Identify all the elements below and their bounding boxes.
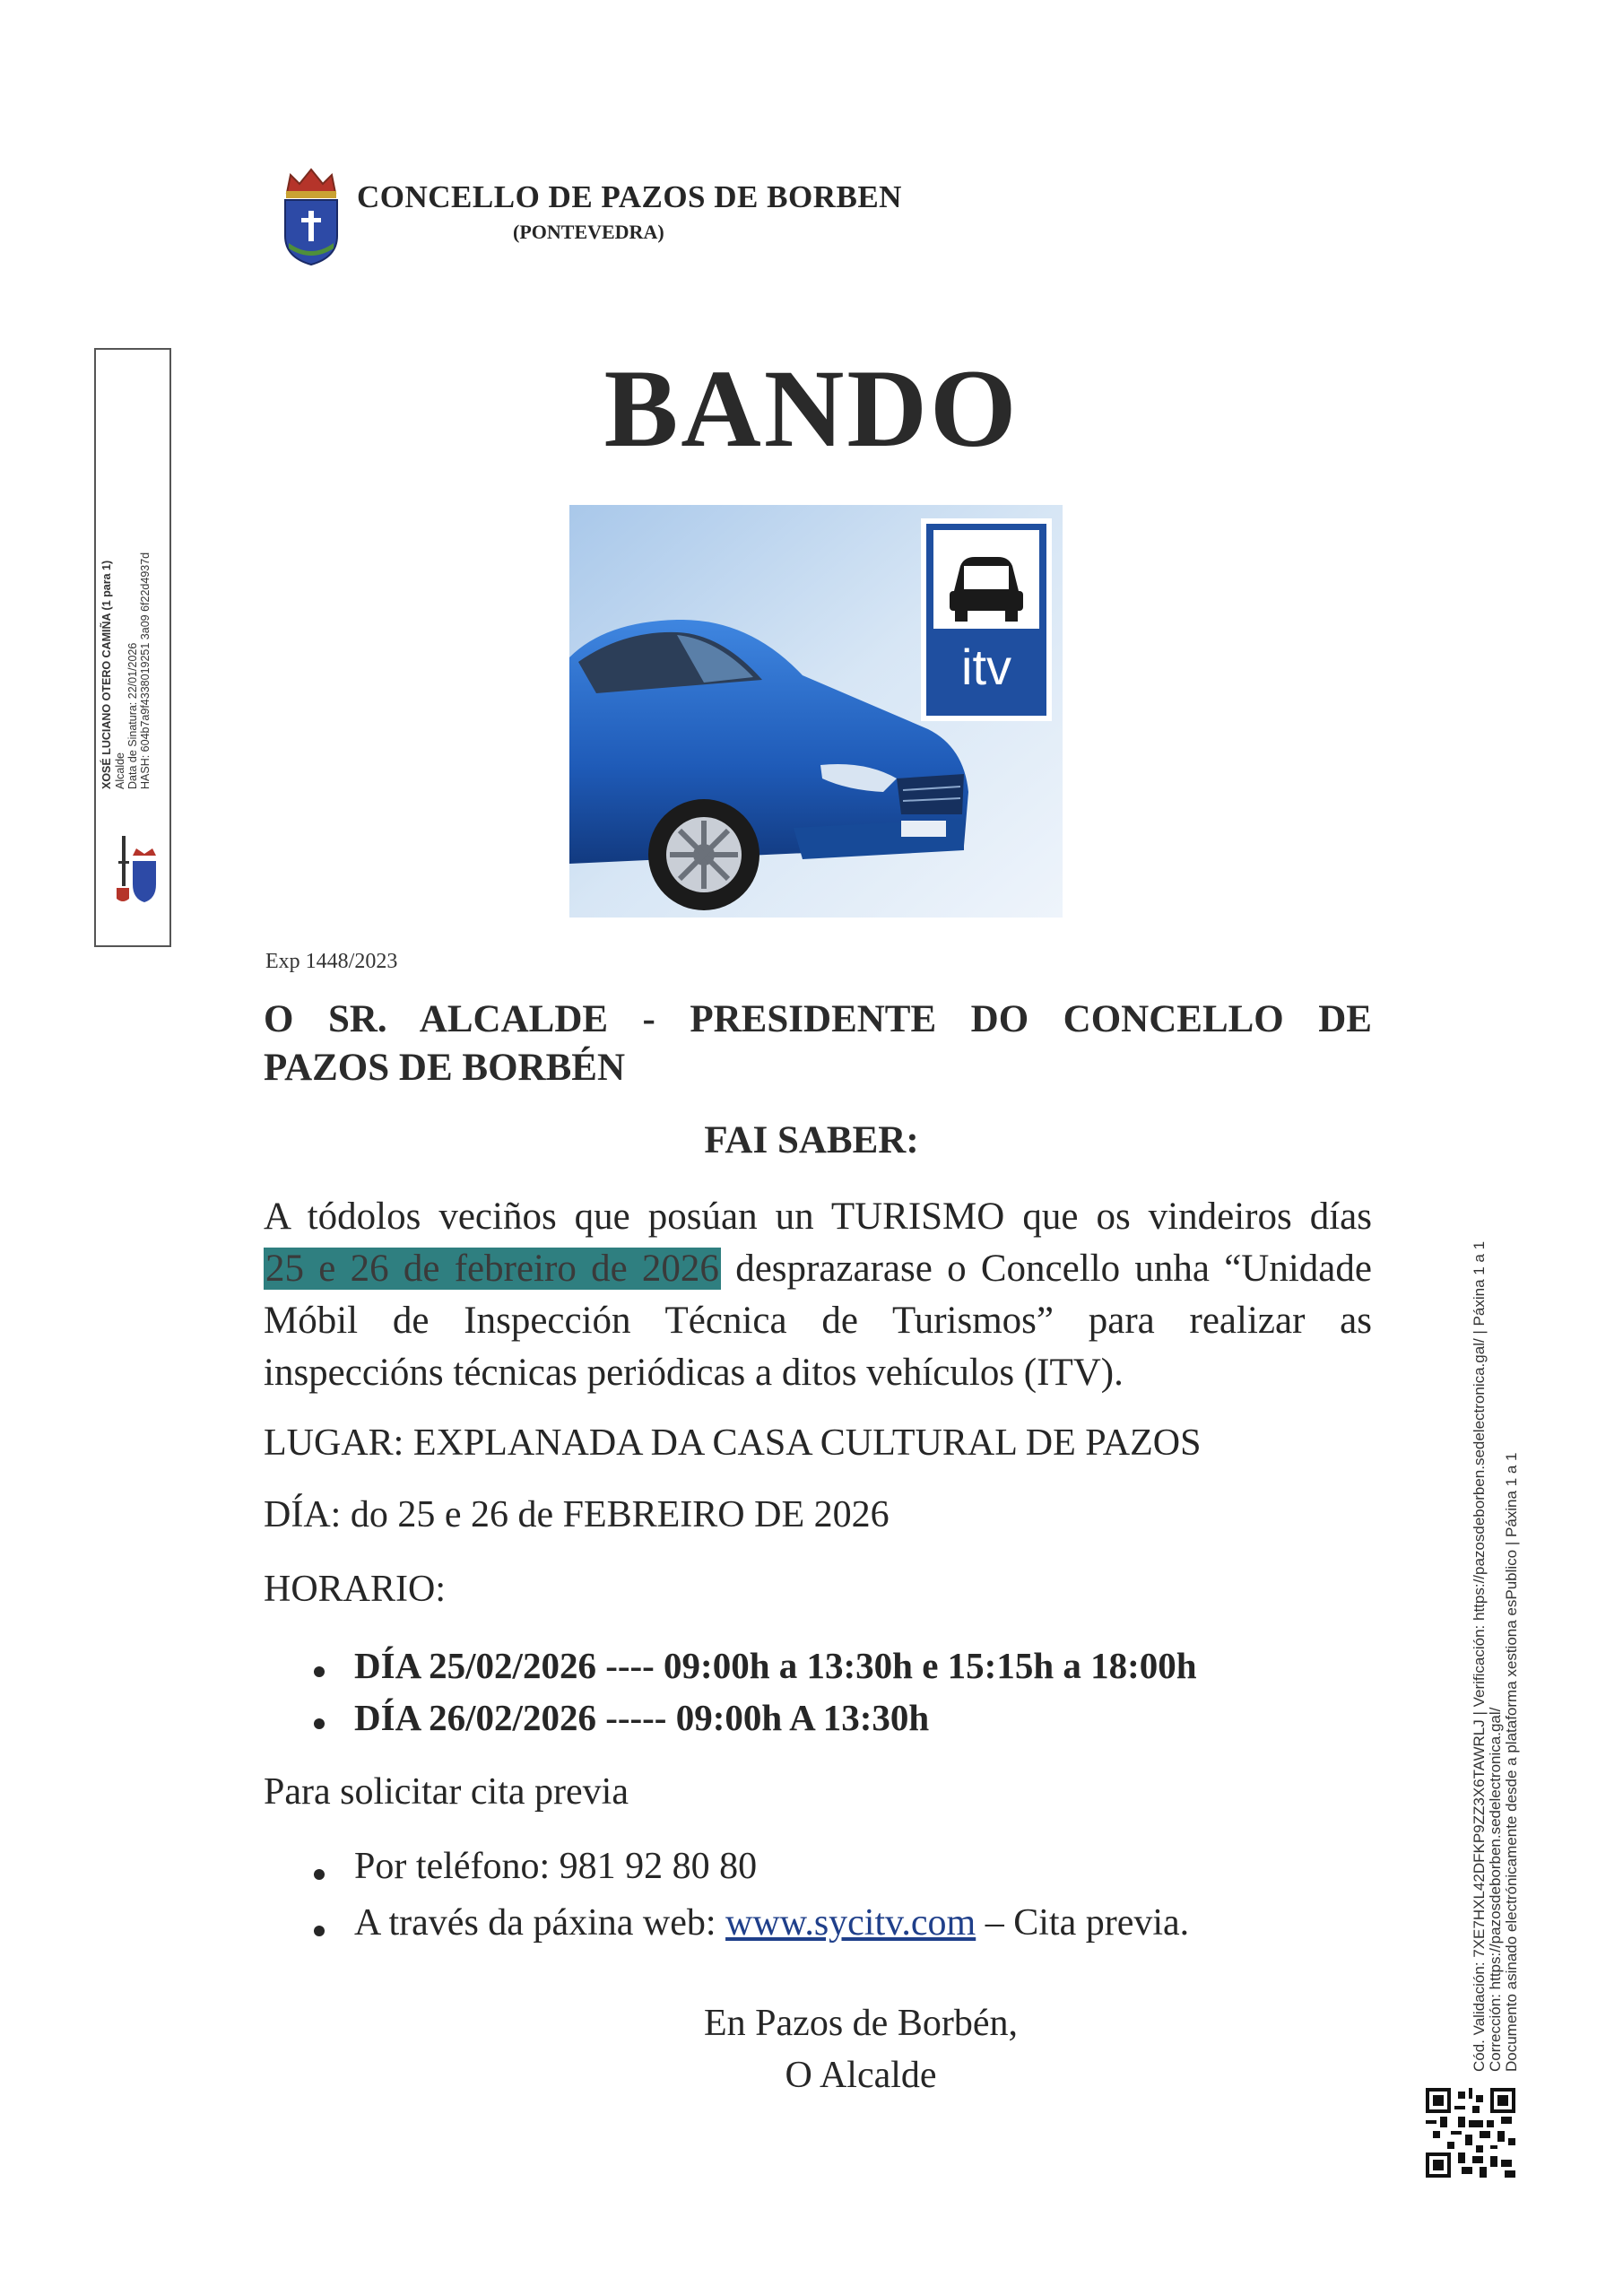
fai-saber-heading: FAI SABER: [704,1119,919,1161]
heading-line-1: O SR. ALCALDE - PRESIDENTE DO CONCELLO DE [264,998,1372,1040]
contact-web [354,1901,1189,1944]
municipal-crest-icon [280,166,343,266]
closing-place: En Pazos de Borbén, [704,2003,1018,2044]
schedule-item-2: DÍA 26/02/2026 ----- 09:00h A 13:30h [354,1697,930,1738]
org-province: (PONTEVEDRA) [513,221,664,243]
document-title: BANDO [603,347,1020,470]
closing-signer: O Alcalde [785,2055,937,2096]
contact-phone: Por teléfono: 981 92 80 80 [354,1846,758,1887]
bullet-icon [314,1666,325,1677]
itv-car-illustration [569,505,1063,918]
validation-verification: Corrección: https://pazosdeborben.sedelectronica.gal/ [1487,1707,1504,2072]
bullet-icon [314,1869,325,1880]
org-name: CONCELLO DE PAZOS DE BORBEN [357,179,902,214]
signer-role: Alcalde [114,752,126,789]
qr-code-icon[interactable] [1426,2088,1515,2178]
date-line: DÍA: do 25 e 26 de FEBREIRO DE 2026 [264,1494,890,1535]
notice-paragraph-line-3: Móbil de Inspección Técnica de Turismos” para realizar as [264,1300,1372,1342]
signature-hash: HASH: 604b7a9f4338019251 3a09 6f22d4937d [139,552,152,789]
bullet-icon [314,1718,325,1729]
itv-sign-text: itv [961,639,1011,695]
heading-line-2: PAZOS DE BORBÉN [264,1047,625,1089]
notice-paragraph-line-2-rest: desprazarase o Concello unha “Unidade [720,1248,1372,1290]
notice-paragraph-line-1: A tódolos veciños que posúan un TURISMO que os vindeiros días [264,1196,1372,1238]
notice-paragraph-line-2 [264,1247,1372,1291]
location-line: LUGAR: EXPLANADA DA CASA CULTURAL DE PAZOS [264,1422,1202,1464]
bullet-icon [314,1926,325,1936]
file-number: Exp 1448/2023 [265,950,398,973]
website-link[interactable]: www.sycitv.com [725,1902,976,1944]
contact-web-suffix: – Cita previa. [976,1902,1190,1944]
signature-crest-icon [109,834,161,906]
schedule-item-1: DÍA 25/02/2026 ---- 09:00h a 13:30h e 15:15h a 18:00h [354,1645,1197,1686]
schedule-label: HORARIO: [264,1569,447,1610]
notice-paragraph-line-4: inspeccións técnicas periódicas a ditos vehículos (ITV). [264,1352,1124,1394]
signer-name: XOSÉ LUCIANO OTERO CAMIÑA (1 para 1) [100,560,113,789]
highlighted-dates: 25 e 26 de febreiro de 2026 [265,1248,719,1290]
signature-date: Data de Sinatura: 22/01/2026 [126,642,139,789]
validation-code: Cód. Validación: 7XE7HXL42DFKP9ZZ3X6TAWRLJ | Verificación: https://pazosdeborben.sedelectronica.gal/ | Páxina 1 a 1 [1471,1240,1488,2072]
contact-web-prefix: A través da páxina web: [354,1902,726,1944]
validation-platform: Documento asinado electrónicamente desde a plataforma xestiona esPublico | Páxina 1 a 1 [1503,1452,1520,2072]
appointment-label: Para solicitar cita previa [264,1771,629,1813]
